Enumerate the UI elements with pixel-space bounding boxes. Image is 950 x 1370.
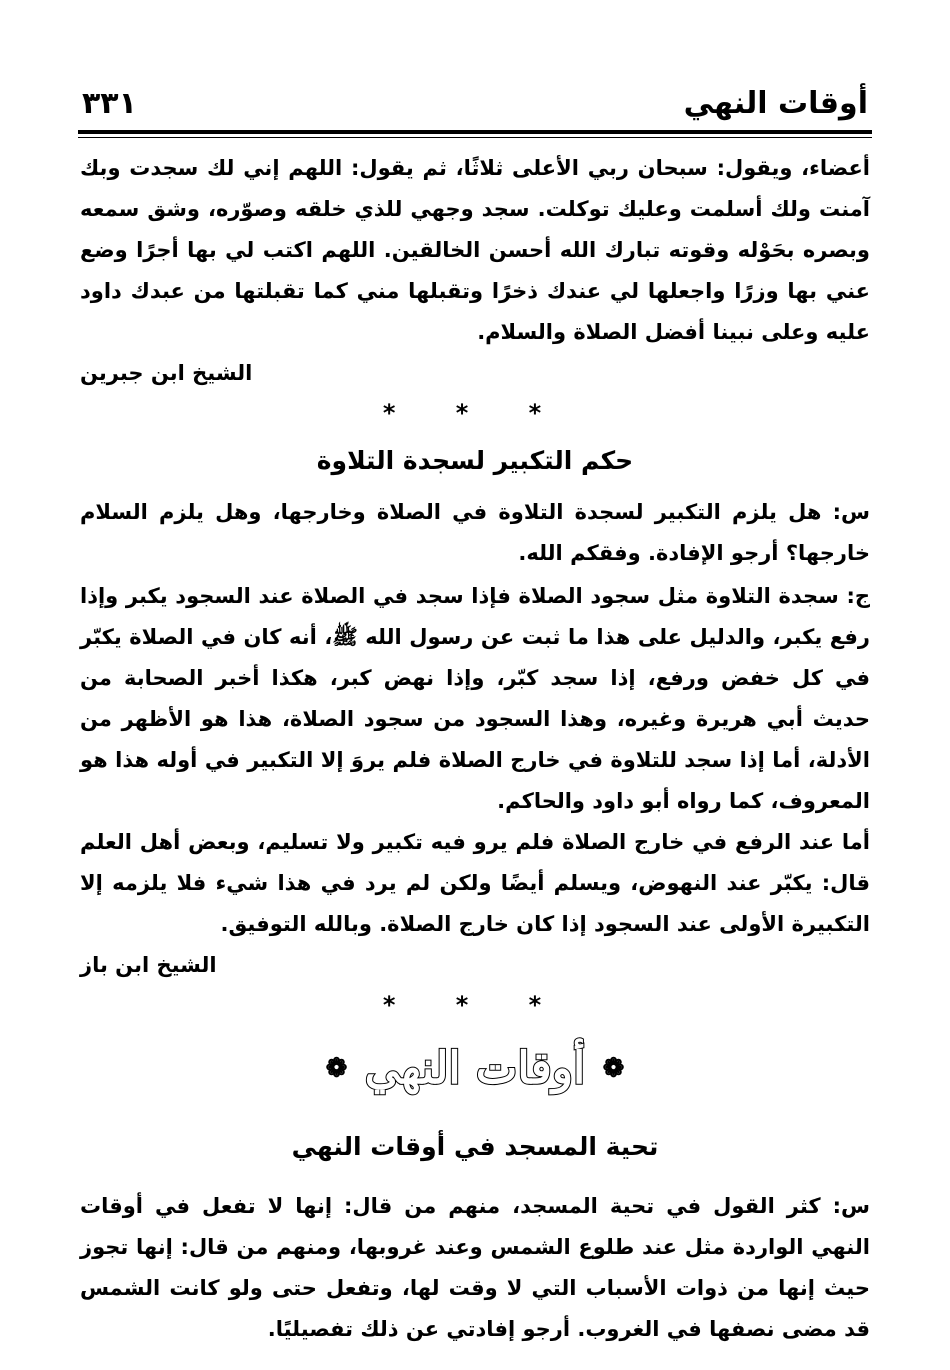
continued-paragraph: أعضاء، ويقول: سبحان ربي الأعلى ثلاثًا، ثم يقول: اللهم إني لك سجدت وبك آمنت ولك أسلمت وعليك توكلت. سجد وجهي للذي خلقه وصوّره، وشق سمعه وبصره بحَوْله وقوته تبارك الله أحسن الخالقين. اللهم اكتب لي بها أجرًا وضع عني بها وزرًا واجعلها لي عندك ذخرًا وتقبلها مني كما تقبلتها من عبدك داود عليه وعلى نبينا أفضل الصلاة والسلام. [80,156,870,344]
chapter-title [80,1032,870,1104]
answer-tilawa-part1: ج: سجدة التلاوة مثل سجود الصلاة فإذا سجد في الصلاة عند السجود يكبر وإذا رفع يكبر، والدليل على هذا ما ثبت عن رسول الله ﷺ، أنه كان في الصلاة يكبّر في كل خفض ورفع، إذا سجد كبّر، وإذا نهض كبر، هكذا أخبر الصحابة من حديث أبي هريرة وغيره، وهذا السجود من سجود الصلاة، هذا هو الأظهر من الأدلة، أما إذا سجد للتلاوة في خارج الصلاة فلم يروَ إلا التكبير في أوله هذا هو المعروف، كما رواه أبو داود والحاكم. [80,584,870,813]
section-title-tilawa: حكم التكبير لسجدة التلاوة [316,446,634,475]
separator-stars: * * * [382,991,568,1019]
answer-tilawa-part2: أما عند الرفع في خارج الصلاة فلم يرو فيه تكبير ولا تسليم، وبعض أهل العلم قال: يكبّر عند النهوض، ويسلم أيضًا ولكن لم يرد في هذا شيء فلا يلزمه إلا التكبيرة الأولى عند السجود إذا كان خارج الصلاة. وبالله التوفيق. [80,830,870,936]
page-body [80,148,870,1350]
header-rule-thin [78,137,872,138]
signature-ibn-baz: الشيخ ابن باز [80,953,217,977]
question-tilawa: س: هل يلزم التكبير لسجدة التلاوة في الصلاة وخارجها، وهل يلزم السلام خارجها؟ أرجو الإفادة. وفقكم الله. [80,500,870,565]
header-rule-thick [78,130,872,134]
running-head: أوقات النهي [683,86,868,121]
ornament-icon: ❁ [602,1053,625,1084]
question-tahiyyat: س: كثر القول في تحية المسجد، منهم من قال: إنها لا تفعل في أوقات النهي الواردة مثل عند طلوع الشمس وعند غروبها، ومنهم من قال: إنها تجوز حيث إنها من ذوات الأسباب التي لا وقت لها، وتفعل حتى ولو كانت الشمس قد مضى نصفها في الغروب. أرجو إفادتي عن ذلك تفصيليًا. [80,1193,870,1341]
page-number: ٣٣١ [82,86,137,121]
separator-stars: * * * [382,399,568,427]
page-header [82,82,868,122]
ornament-icon: ❁ [325,1053,348,1084]
signature-ibn-jibreen: الشيخ ابن جبرين [80,361,253,385]
section-title-tahiyyat: تحية المسجد في أوقات النهي [291,1131,659,1161]
chapter-title-text: أوقات النهي [364,1042,586,1094]
